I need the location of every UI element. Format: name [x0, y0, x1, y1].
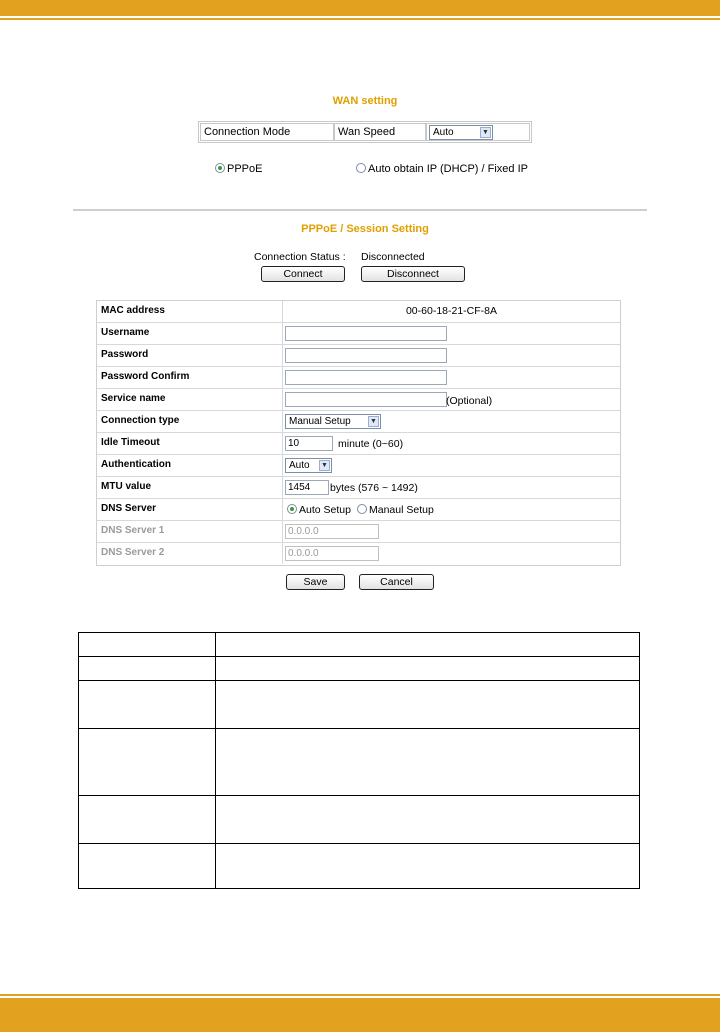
dns-auto-label: Auto Setup — [299, 504, 351, 516]
dns-manual-radio-icon — [357, 504, 367, 514]
username-cell — [282, 323, 620, 344]
authentication-value: Auto — [289, 460, 310, 471]
service-name-note: (Optional) — [446, 395, 493, 407]
dns-server-1-cell — [282, 521, 620, 542]
section-divider — [73, 209, 647, 211]
pppoe-settings-form — [96, 300, 621, 566]
username-label: Username — [101, 327, 150, 338]
dns-auto-radio-icon — [287, 504, 297, 514]
cancel-button[interactable]: Cancel — [359, 574, 434, 590]
password-confirm-cell — [282, 367, 620, 388]
wan-speed-cell — [426, 123, 530, 141]
radio-auto-obtain-ip[interactable] — [356, 163, 528, 175]
description-cell — [79, 796, 216, 844]
description-cell — [216, 796, 640, 844]
chevron-down-icon: ▼ — [480, 127, 491, 138]
radio-pppoe-label: PPPoE — [227, 163, 263, 175]
wan-settings-table — [198, 121, 532, 143]
description-cell — [79, 844, 216, 889]
connection-mode-label: Connection Mode — [200, 123, 334, 141]
connect-button[interactable]: Connect — [261, 266, 345, 282]
description-cell — [216, 844, 640, 889]
password-confirm-label: Password Confirm — [101, 371, 190, 382]
dns-server-label: DNS Server — [101, 503, 157, 514]
service-name-cell — [282, 389, 620, 410]
connection-type-value: Manual Setup — [289, 416, 351, 427]
form-row-dns-server — [97, 499, 620, 521]
password-cell — [282, 345, 620, 366]
form-row-dns-server-1 — [97, 521, 620, 543]
service-name-input[interactable] — [285, 392, 447, 407]
connection-status-value: Disconnected — [361, 251, 425, 263]
idle-timeout-label: Idle Timeout — [101, 437, 160, 448]
password-label: Password — [101, 349, 149, 360]
mtu-value-cell — [282, 477, 620, 498]
mac-address-cell — [282, 301, 620, 322]
description-cell — [216, 729, 640, 796]
authentication-select[interactable] — [285, 458, 332, 473]
top-header-line — [0, 18, 720, 20]
mtu-value-label: MTU value — [101, 481, 152, 492]
description-table-row — [79, 681, 640, 729]
form-row-password-confirm — [97, 367, 620, 389]
dns-server-1-input[interactable]: 0.0.0.0 — [285, 524, 379, 539]
form-row-mtu — [97, 477, 620, 499]
form-row-mac — [97, 301, 620, 323]
footer-bar — [0, 998, 720, 1032]
top-header-bar — [0, 0, 720, 16]
form-row-service — [97, 389, 620, 411]
chevron-down-icon: ▼ — [368, 416, 379, 427]
description-cell — [216, 681, 640, 729]
authentication-cell — [282, 455, 620, 476]
radio-pppoe[interactable] — [215, 163, 262, 175]
mtu-value-input[interactable]: 1454 — [285, 480, 329, 495]
wan-setting-title: WAN setting — [332, 95, 398, 107]
form-row-password — [97, 345, 620, 367]
connection-status-label: Connection Status : — [254, 251, 346, 263]
description-table — [78, 632, 640, 889]
description-cell — [79, 633, 216, 657]
form-row-idle-timeout — [97, 433, 620, 455]
description-cell — [79, 729, 216, 796]
session-setting-title: PPPoE / Session Setting — [301, 223, 429, 235]
description-table-row — [79, 729, 640, 796]
disconnect-button[interactable]: Disconnect — [361, 266, 465, 282]
form-row-username — [97, 323, 620, 345]
chevron-down-icon: ▼ — [319, 460, 330, 471]
dns-manual-radio[interactable] — [357, 504, 434, 516]
idle-timeout-note: minute (0~60) — [338, 438, 404, 450]
dns-server-2-cell — [282, 543, 620, 564]
description-table-row — [79, 633, 640, 657]
wan-speed-label: Wan Speed — [334, 123, 426, 141]
description-cell — [79, 681, 216, 729]
description-cell — [216, 633, 640, 657]
connection-type-label: Connection type — [101, 415, 180, 426]
dns-server-cell — [282, 499, 620, 520]
form-row-authentication — [97, 455, 620, 477]
idle-timeout-cell — [282, 433, 620, 454]
wan-speed-value: Auto — [433, 127, 454, 138]
dns-server-2-label: DNS Server 2 — [101, 547, 165, 558]
description-table-row — [79, 796, 640, 844]
password-input[interactable] — [285, 348, 447, 363]
radio-pppoe-icon — [215, 163, 225, 173]
footer-line — [0, 994, 720, 996]
radio-auto-icon — [356, 163, 366, 173]
password-confirm-input[interactable] — [285, 370, 447, 385]
mtu-value-note: bytes (576 ~ 1492) — [330, 482, 418, 494]
authentication-label: Authentication — [101, 459, 171, 470]
description-cell — [216, 657, 640, 681]
description-table-row — [79, 657, 640, 681]
connection-type-select[interactable] — [285, 414, 381, 429]
dns-server-2-input[interactable]: 0.0.0.0 — [285, 546, 379, 561]
save-button[interactable]: Save — [286, 574, 345, 590]
form-row-connection-type — [97, 411, 620, 433]
radio-auto-label: Auto obtain IP (DHCP) / Fixed IP — [368, 163, 528, 175]
service-name-label: Service name — [101, 393, 166, 404]
dns-manual-label: Manaul Setup — [369, 504, 434, 516]
description-table-row — [79, 844, 640, 889]
username-input[interactable] — [285, 326, 447, 341]
dns-server-1-label: DNS Server 1 — [101, 525, 165, 536]
mac-address-label: MAC address — [101, 305, 165, 316]
description-cell — [79, 657, 216, 681]
form-row-dns-server-2 — [97, 543, 620, 565]
wan-speed-select[interactable] — [429, 125, 493, 140]
mac-address-value: 00-60-18-21-CF-8A — [405, 305, 498, 317]
dns-auto-radio[interactable] — [287, 504, 351, 516]
connection-type-cell — [282, 411, 620, 432]
idle-timeout-input[interactable]: 10 — [285, 436, 333, 451]
